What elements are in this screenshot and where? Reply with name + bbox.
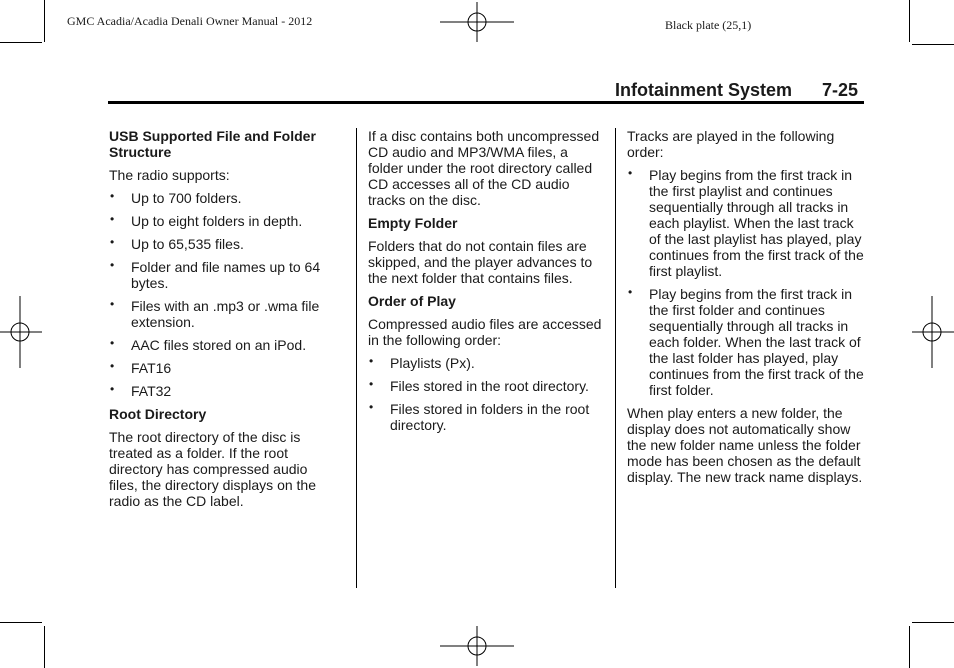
heading-usb-structure: USB Supported File and Folder Structure: [109, 128, 316, 160]
crop-mark-top-left-v: [44, 0, 45, 42]
list-item: • FAT32: [109, 383, 339, 399]
column-divider-2: [615, 128, 616, 588]
crop-mark-top-right-h: [912, 44, 954, 45]
paragraph-new-folder: When play enters a new folder, the display does not automatically show the new folder name unless the folder mode has been chosen as the default display. The new track name displays.: [627, 405, 863, 485]
crop-mark-bottom-left-h: [0, 622, 42, 623]
registration-mark-bottom-icon: [440, 626, 514, 666]
paragraph-tracks-order: Tracks are played in the following order:: [627, 128, 835, 160]
list-item: • Up to eight folders in depth.: [109, 213, 339, 229]
list-item: • AAC files stored on an iPod.: [109, 337, 339, 353]
column-1: [109, 128, 339, 516]
registration-mark-left-icon: [0, 296, 42, 368]
crop-mark-bottom-right-v: [909, 626, 910, 668]
list-item: • Up to 700 folders.: [109, 190, 339, 206]
column-2: [368, 128, 606, 440]
list-item: • Files stored in folders in the root directory.: [368, 401, 606, 433]
plate-label: Black plate (25,1): [665, 18, 752, 32]
supports-list: [109, 190, 339, 399]
heading-root-directory: Root Directory: [109, 406, 207, 422]
list-item: • Playlists (Px).: [368, 355, 606, 371]
page-number: 7-25: [822, 80, 859, 100]
paragraph-order-of-play: Compressed audio files are accessed in the following order:: [368, 316, 602, 348]
paragraph-radio-supports: The radio supports:: [109, 167, 230, 183]
order-list: [368, 355, 606, 433]
list-item: • Folder and file names up to 64 bytes.: [109, 259, 339, 291]
registration-mark-right-icon: [912, 296, 954, 368]
crop-mark-bottom-right-h: [912, 622, 954, 623]
column-3: [627, 128, 867, 492]
header-rule: [108, 101, 864, 104]
list-item: • Play begins from the first track in the first playlist and continues sequentially through all tracks in each playlist. When the last track of the last playlist has played, play continues from the first track of the first playlist.: [627, 167, 867, 279]
paragraph-empty-folder: Folders that do not contain files are skipped, and the player advances to the next folder that contains files.: [368, 238, 593, 286]
paragraph-mixed-disc: If a disc contains both uncompressed CD audio and MP3/WMA files, a folder under the root directory called CD accesses all of the CD audio tracks on the disc.: [368, 128, 600, 208]
list-item: • FAT16: [109, 360, 339, 376]
list-item: • Files stored in the root directory.: [368, 378, 606, 394]
crop-mark-bottom-left-v: [44, 626, 45, 668]
registration-mark-top-icon: [440, 2, 514, 42]
section-header: [615, 80, 858, 101]
list-item: • Up to 65,535 files.: [109, 236, 339, 252]
tracks-list: [627, 167, 867, 398]
heading-order-of-play: Order of Play: [368, 293, 456, 309]
paragraph-root-directory: The root directory of the disc is treated as a folder. If the root directory has compressed audio files, the directory displays on the radio as the CD label.: [109, 429, 316, 509]
crop-mark-top-right-v: [909, 0, 910, 42]
list-item: • Files with an .mp3 or .wma file extension.: [109, 298, 339, 330]
crop-mark-top-left-h: [0, 42, 42, 43]
manual-title: GMC Acadia/Acadia Denali Owner Manual - 2012: [67, 14, 313, 28]
list-item: • Play begins from the first track in the first folder and continues sequentially through all tracks in each folder. When the last track of the last folder has played, play continues from the first track of the first folder.: [627, 286, 867, 398]
section-title: Infotainment System: [615, 80, 793, 100]
heading-empty-folder: Empty Folder: [368, 215, 458, 231]
column-divider-1: [356, 128, 357, 588]
